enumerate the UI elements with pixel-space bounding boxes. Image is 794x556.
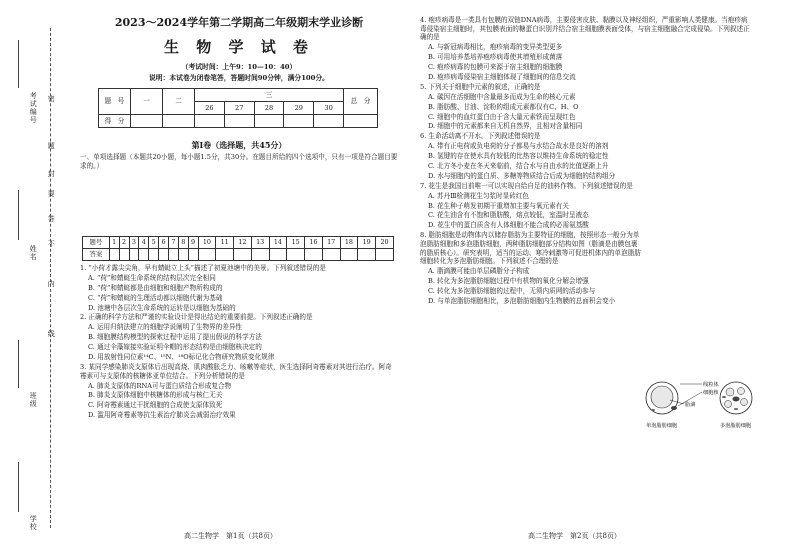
question-option: C. 北方冬小麦在冬天来临前，结合水与自由水的比值逐渐上升 (428, 161, 609, 170)
question-list (80, 264, 398, 421)
question-stem: 1. “小荷才露尖尖角，早有蜻蜓立上头”描述了初夏池塘中的美景。下列叙述错误的是 (80, 264, 326, 272)
answer-header-cell: 3 (129, 237, 139, 249)
score-header-cell: 总 分 (344, 89, 378, 115)
question-option: C. 阿奇霉素通过干扰细胞的合成使支原体致死 (88, 401, 223, 410)
section-instructions: 一、单项选择题（本题共20小题，每小题1.5分，共30分。在题目所给的四个选项中，只有一项是符合题目要求的。） (80, 153, 398, 170)
nucleus (733, 397, 740, 402)
score-sub-header: 27 (224, 102, 254, 115)
score-cell[interactable] (344, 115, 378, 128)
question-option: B. 花生种子萌发初期干重增加主要与氧元素有关 (428, 201, 569, 210)
answer-header-cell: 6 (159, 237, 169, 249)
exam-notice: 说明：本试卷为闭卷笔答，答题时间90分钟，满分100分。 (149, 74, 329, 82)
answer-header-cell: 18 (340, 237, 358, 249)
question-option: D. 与单泡脂肪细胞相比，多泡脂肪细胞内生物膜的总面积会变小 (428, 296, 616, 305)
seal-char: 封 (47, 170, 56, 178)
question-option: B. 转化为多泡脂肪细胞过程中有机物的氧化分解会增强 (428, 277, 589, 286)
answer-cell[interactable] (178, 249, 188, 261)
answer-header-cell: 19 (358, 237, 376, 249)
answer-header-cell: 5 (149, 237, 159, 249)
exam-number-blank[interactable] (18, 40, 19, 88)
question-stem: 2. 正确的科学方法和严谨的实验设计是得出结论的重要前提。下列叙述正确的是 (80, 313, 313, 322)
question-stem: 4. 疱疹病毒是一类具有包膜的双链DNA病毒，主要侵害皮肤、黏膜以及神经组织，严重影响人类健康。当疱疹病毒侵染宿主细胞时，其包膜表面的糖蛋白识别并结合宿主细胞膜表面受体，与宿主细胞融合完成侵染。下列叙述正确的是 (420, 16, 750, 42)
score-row-label: 得 分 (99, 115, 131, 128)
question-option: A. 碳因在活细胞中含量最多而成为生命的核心元素 (428, 92, 576, 101)
exam-time: （考试时间：上午9：10—10：40） (181, 63, 297, 71)
name-blank[interactable] (18, 190, 19, 240)
mitochondrion (651, 409, 655, 411)
class-label: 班级 (29, 392, 38, 408)
question-option: C. 转化为多泡脂肪细胞的过程中，无须内质网的活动参与 (428, 287, 596, 295)
question-option: C. 疱疹病毒的包膜可来源于宿主细胞的细胞膜 (428, 63, 563, 72)
answer-cell[interactable] (149, 249, 159, 261)
answer-header-cell: 14 (269, 237, 287, 249)
answer-header-cell: 17 (322, 237, 340, 249)
score-header-cell: 一 (131, 89, 163, 115)
question-item (420, 231, 750, 305)
question-option: D. 细胞中的元素都来自无机自然界，且相对含量相同 (428, 122, 583, 131)
question-option: A. 脂滴膜可能由单层磷脂分子构成 (428, 267, 530, 276)
answer-header-cell: 2 (119, 237, 129, 249)
lipid-droplet (725, 401, 732, 408)
answer-header-cell: 7 (168, 237, 178, 249)
figure-label: 脂滴 (685, 402, 696, 408)
answer-cell[interactable] (119, 249, 129, 261)
question-option: C. “荷”和蜻蜓的生理活动都以细胞代谢为基础 (88, 293, 223, 302)
question-stem: 8. 脂肪细胞是动物体内以储存脂肪为主要特征的细胞，按照形态一般分为单泡脂肪细胞和多泡脂肪细胞，两种脂肪细胞部分结构如图（脂滴是由膜包裹的脂质核心）。研究表明，适当的运动、寒冷刺激等可促进机体内的单泡脂肪细胞转化为多泡脂肪细胞。下列叙述不合理的是 (420, 231, 641, 266)
seal-char: 不 (47, 240, 56, 248)
answer-cell[interactable] (269, 249, 287, 261)
lipid-droplet (726, 388, 734, 396)
school-blank[interactable] (18, 462, 19, 512)
answer-cell[interactable] (251, 249, 269, 261)
fat-cell-figure (644, 378, 758, 430)
score-table (98, 88, 378, 128)
answer-row-label: 答案 (83, 249, 110, 261)
answer-cell[interactable] (159, 249, 169, 261)
nucleus (671, 406, 677, 410)
score-cell[interactable] (224, 115, 254, 128)
figure-label: 线粒体 (703, 382, 719, 388)
question-option: A. 苏丹Ⅲ检测花生匀浆时显砖红色 (428, 191, 530, 200)
answer-header-cell: 9 (188, 237, 198, 249)
answer-cell[interactable] (234, 249, 252, 261)
figure-caption: 多泡脂肪细胞 (720, 423, 752, 429)
class-blank[interactable] (18, 340, 19, 388)
answer-header-cell: 10 (198, 237, 216, 249)
mitochondrion (722, 396, 726, 398)
answer-header-cell: 16 (305, 237, 323, 249)
question-option: D. 滥用阿奇霉素等抗生素治疗肺炎会减弱治疗效果 (88, 411, 236, 420)
lipid-droplet (651, 386, 673, 408)
figure-label: 细胞核 (703, 390, 719, 396)
seal-char: 答 (47, 215, 56, 223)
question-option: B. “荷”和蜻蜓都是由细胞和细胞产物所构成的 (88, 283, 223, 292)
question-option: B. 肺炎支原体细胞中核糖体的形成与核仁无关 (88, 391, 223, 400)
answer-header-cell: 11 (216, 237, 234, 249)
answer-header-cell: 12 (234, 237, 252, 249)
exam-title: 2023～2024学年第二学期高二年级期末学业诊断 (114, 16, 364, 29)
question-option: A. “荷”和蜻蜓生命系统的结构层次完全相同 (88, 273, 216, 282)
answer-cell[interactable] (340, 249, 358, 261)
lipid-droplet (738, 388, 745, 395)
score-cell[interactable] (131, 115, 163, 128)
question-option: B. 可用培养基培养疱疹病毒使其增殖形成菌落 (428, 53, 563, 62)
question-option: B. 氢键的存在使水具有较低的比热容以维持生命系统的稳定性 (428, 152, 609, 161)
question-option: C. 细胞中的血红蛋白由于含大量元素铁而呈现红色 (428, 112, 576, 121)
question-option: C. 通过伞藻嫁接实验证明伞帽的形态结构是由细胞核决定的 (88, 343, 262, 352)
seal-char: 线 (47, 330, 56, 338)
seal-char: 要 (47, 190, 56, 198)
seal-char: 密 (47, 95, 56, 103)
figure-caption: 单泡脂肪细胞 (646, 423, 678, 429)
volume-title: 第Ⅰ卷（选择题，共45分） (191, 140, 287, 150)
answer-header-cell: 1 (109, 237, 119, 249)
seal-line (50, 28, 51, 528)
answer-cell[interactable] (139, 249, 149, 261)
question-list (420, 16, 750, 307)
subject-title: 生 物 学 试 卷 (164, 38, 314, 56)
page-1 (80, 0, 398, 556)
answer-cell[interactable] (129, 249, 139, 261)
question-option: B. 脂肪酸、甘油、淀粉的组成元素都仅有C、H、O (428, 102, 579, 111)
question-item (80, 264, 398, 312)
page-2 (420, 0, 760, 556)
question-option: D. 疱疹病毒侵染宿主细胞体现了细胞间的信息交流 (428, 72, 576, 81)
score-cell[interactable] (254, 115, 284, 128)
exam-number-label: 考试编号 (29, 92, 38, 124)
question-option: D. 池塘中各层次生命系统的运转是以细胞为基础的 (88, 303, 236, 312)
score-sub-header: 28 (254, 102, 284, 115)
answer-cell[interactable] (287, 249, 305, 261)
question-item (420, 132, 750, 180)
answer-header-cell: 8 (178, 237, 188, 249)
score-header-cell: 二 (163, 89, 195, 115)
mitochondrion (734, 408, 738, 410)
answer-header-cell: 20 (376, 237, 394, 249)
answer-table (82, 236, 394, 261)
score-sub-header: 26 (195, 102, 225, 115)
score-cell[interactable] (314, 115, 344, 128)
score-header-cell: 三 (195, 89, 344, 102)
answer-cell[interactable] (358, 249, 376, 261)
question-item (80, 313, 398, 361)
answer-header-cell: 13 (251, 237, 269, 249)
school-label: 学校 (29, 515, 38, 531)
question-option: A. 带有正电荷或负电荷的分子都易与水结合故水是良好的溶剂 (428, 142, 609, 151)
question-item (420, 182, 750, 230)
answer-header-cell: 15 (287, 237, 305, 249)
score-cell[interactable] (284, 115, 314, 128)
question-option: A. 肺炎支原体的RNA可与蛋白质结合形成复合物 (88, 381, 232, 390)
lipid-droplet (741, 399, 748, 406)
answer-cell[interactable] (168, 249, 178, 261)
question-stem: 3. 某同学感染肺炎支原体后出现高烧、肌肉酸胀乏力、咳嗽等症状，医生选择阿奇霉素对其进行治疗。阿奇霉素可与支原体的核糖体亚单位结合。下列分析错误的是 (80, 362, 392, 380)
score-cell[interactable] (163, 115, 195, 128)
answer-cell[interactable] (376, 249, 394, 261)
question-stem: 6. 生命活动离不开水。下列叙述错误的是 (420, 132, 541, 141)
section-instructions-block (80, 153, 398, 172)
question-stem: 5. 下列关于细胞中元素的叙述，正确的是 (420, 82, 541, 91)
question-item (420, 83, 750, 131)
page-footer: 高二生物学 第2页（共8页） (528, 532, 621, 540)
question-option: C. 花生油含有不饱和脂肪酸，熔点较低，室温时呈液态 (428, 211, 589, 220)
question-item (420, 16, 750, 82)
seal-char: 内 (47, 280, 56, 288)
question-option: B. 细胞膜结构模型的探索过程中运用了提出假说的科学方法 (88, 333, 262, 342)
answer-header-label: 题号 (83, 237, 110, 249)
answer-cell[interactable] (216, 249, 234, 261)
question-option: A. 与新冠病毒相比，疱疹病毒的变异类型更多 (428, 43, 563, 52)
answer-cell[interactable] (322, 249, 340, 261)
answer-header-cell: 4 (139, 237, 149, 249)
answer-cell[interactable] (109, 249, 119, 261)
question-item (80, 363, 398, 420)
score-sub-header: 30 (314, 102, 344, 115)
score-cell[interactable] (195, 115, 225, 128)
question-option: D. 花生中的蛋白质含有人体细胞不能合成的必需氨基酸 (428, 221, 589, 230)
question-option: D. 用放射性同位素¹⁴C、¹⁵N、¹⁸O标记化合物研究物质变化规律 (88, 353, 275, 362)
question-option: A. 运用归纳法建立的细胞学说阐明了生物界的差异性 (88, 323, 243, 332)
answer-cell[interactable] (188, 249, 198, 261)
score-sub-header: 29 (284, 102, 314, 115)
question-stem: 7. 花生是我国目前唯一可以实现自给自足的油料作物。下列叙述错误的是 (420, 181, 633, 190)
seal-char: 题 (47, 142, 56, 150)
answer-cell[interactable] (198, 249, 216, 261)
name-label: 姓名 (29, 245, 38, 261)
binding-margin (0, 0, 62, 556)
score-header-cell: 题 号 (99, 89, 131, 115)
question-option: D. 水与细胞内的蛋白质、多糖等物质结合后成为细胞的结构组分 (428, 171, 616, 180)
page-footer: 高二生物学 第1页（共8页） (184, 532, 277, 540)
answer-cell[interactable] (305, 249, 323, 261)
